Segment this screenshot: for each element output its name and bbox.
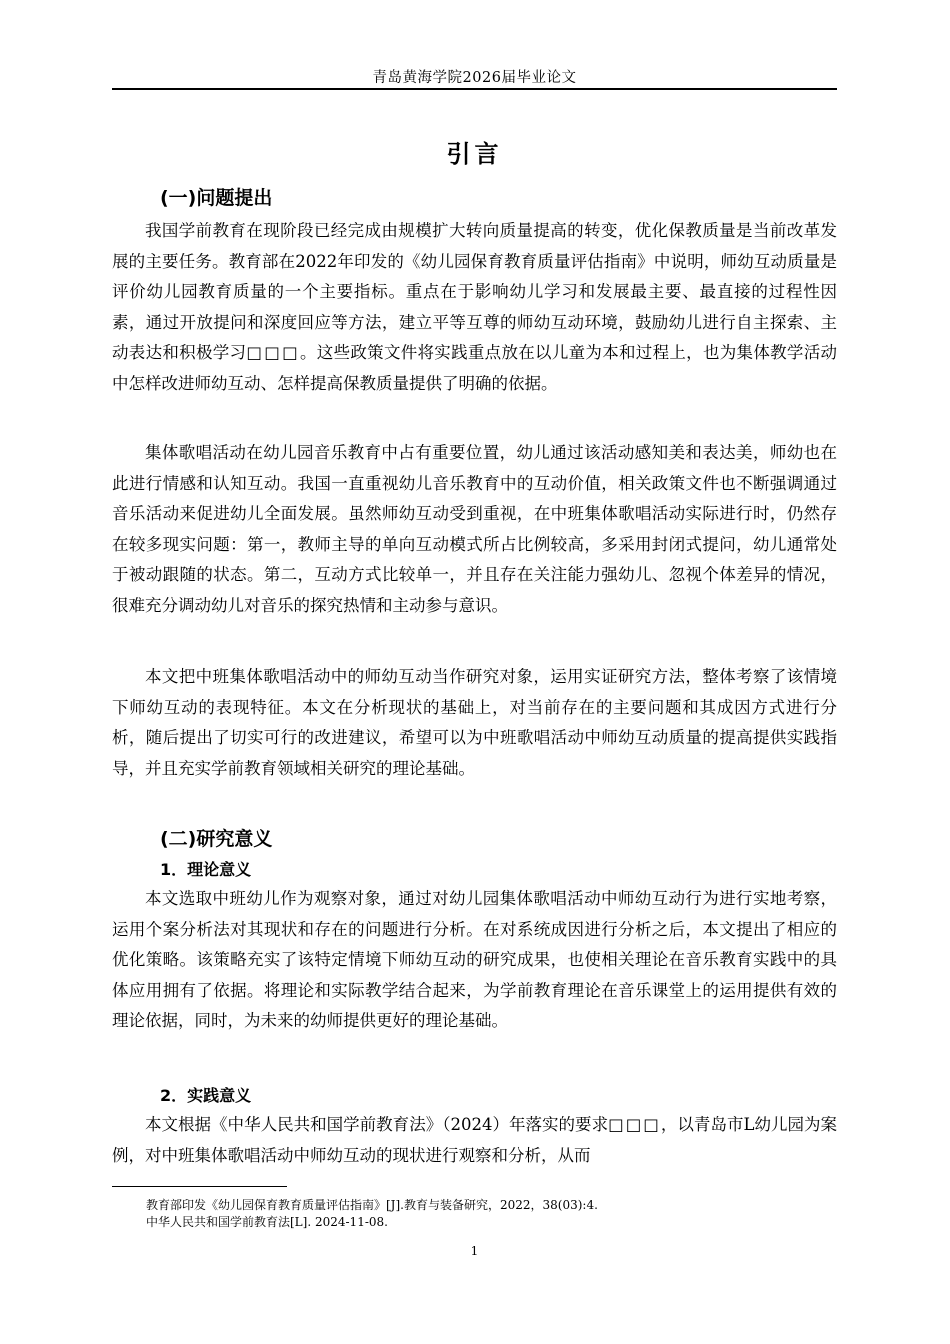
paragraph-3-text: 本文把中班集体歌唱活动中的师幼互动当作研究对象，运用实证研究方法，整体考察了该情境下师幼互动的表现特征。本文在分析现状的基础上，对当前存在的主要问题和其成因方式进行分析，随后提出了切实可行的改进建议，希望可以为中班歌唱活动中师幼互动质量的提高提供实践指导，并且充实学前教育领域相关研究的理论基础。 [112,667,837,778]
paragraph-1 [112,216,837,399]
paragraph-4-text: 本文选取中班幼儿作为观察对象，通过对幼儿园集体歌唱活动中师幼互动行为进行实地考察，运用个案分析法对其现状和存在的问题进行分析。在对系统成因进行分析之后，本文提出了相应的优化策略。该策略充实了该特定情境下师幼互动的研究成果，也使相关理论在音乐教育实践中的具体应用拥有了依据。将理论和实际教学结合起来，为学前教育理论在音乐课堂上的运用提供有效的理论依据，同时，为未来的幼师提供更好的理论基础。 [112,889,837,1030]
header-rule [112,88,837,90]
paragraph-1-tail: 。这些政策文件将实践重点放在以儿童为本和过程上，也为集体教学活动中怎样改进师幼互动、怎样提高保教质量提供了明确的依据。 [112,343,838,393]
page-title: 引言 [446,140,503,168]
paragraph-3 [112,662,837,784]
citation-marker-2: □□□ [608,1115,661,1134]
subsection-heading-practice: 2．实践意义 [160,1086,252,1105]
subsection-heading-theory: 1．理论意义 [160,860,252,879]
citation-marker-1: □□□ [246,343,300,362]
page-number: 1 [470,1244,479,1258]
section-heading-significance: (二)研究意义 [160,828,273,850]
paragraph-5-text: 本文根据《中华人民共和国学前教育法》（2024）年落实的要求 [145,1115,609,1134]
page-header: 青岛黄海学院2026届毕业论文 [372,70,577,86]
paragraph-1-text: 我国学前教育在现阶段已经完成由规模扩大转向质量提高的转变，优化保教质量是当前改革发展的主要任务。教育部在2022年印发的《幼儿园保育教育质量评估指南》中说明，师幼互动质量是评价幼儿园教育质量的一个主要指标。重点在于影响幼儿学习和发展最主要、最直接的过程性因素，通过开放提问和深度回应等方法，建立平等互尊的师幼互动环境，鼓励幼儿进行自主探索、主动表达和积极学习 [112,221,837,362]
section-heading-problem: (一)问题提出 [160,187,273,209]
paragraph-5-tail: ，以青岛市L幼儿园为案例，对中班集体歌唱活动中师幼互动的现状进行观察和分析，从而 [112,1115,837,1165]
footnote-1: 教育部印发《幼儿园保育教育质量评估指南》[J].教育与装备研究，2022，38(03):4. [146,1198,598,1212]
paragraph-4 [112,884,837,1037]
paragraph-5 [112,1110,837,1171]
footnote-rule [112,1186,287,1187]
paragraph-2-text: 集体歌唱活动在幼儿园音乐教育中占有重要位置，幼儿通过该活动感知美和表达美，师幼也在此进行情感和认知互动。我国一直重视幼儿音乐教育中的互动价值，相关政策文件也不断强调通过音乐活动来促进幼儿全面发展。虽然师幼互动受到重视，在中班集体歌唱活动实际进行时，仍然存在较多现实问题：第一，教师主导的单向互动模式所占比例较高，多采用封闭式提问，幼儿通常处于被动跟随的状态。第二，互动方式比较单一，并且存在关注能力强幼儿、忽视个体差异的情况，很难充分调动幼儿对音乐的探究热情和主动参与意识。 [112,443,837,615]
paragraph-2 [112,438,837,621]
footnote-2: 中华人民共和国学前教育法[L]. 2024-11-08. [146,1215,388,1229]
